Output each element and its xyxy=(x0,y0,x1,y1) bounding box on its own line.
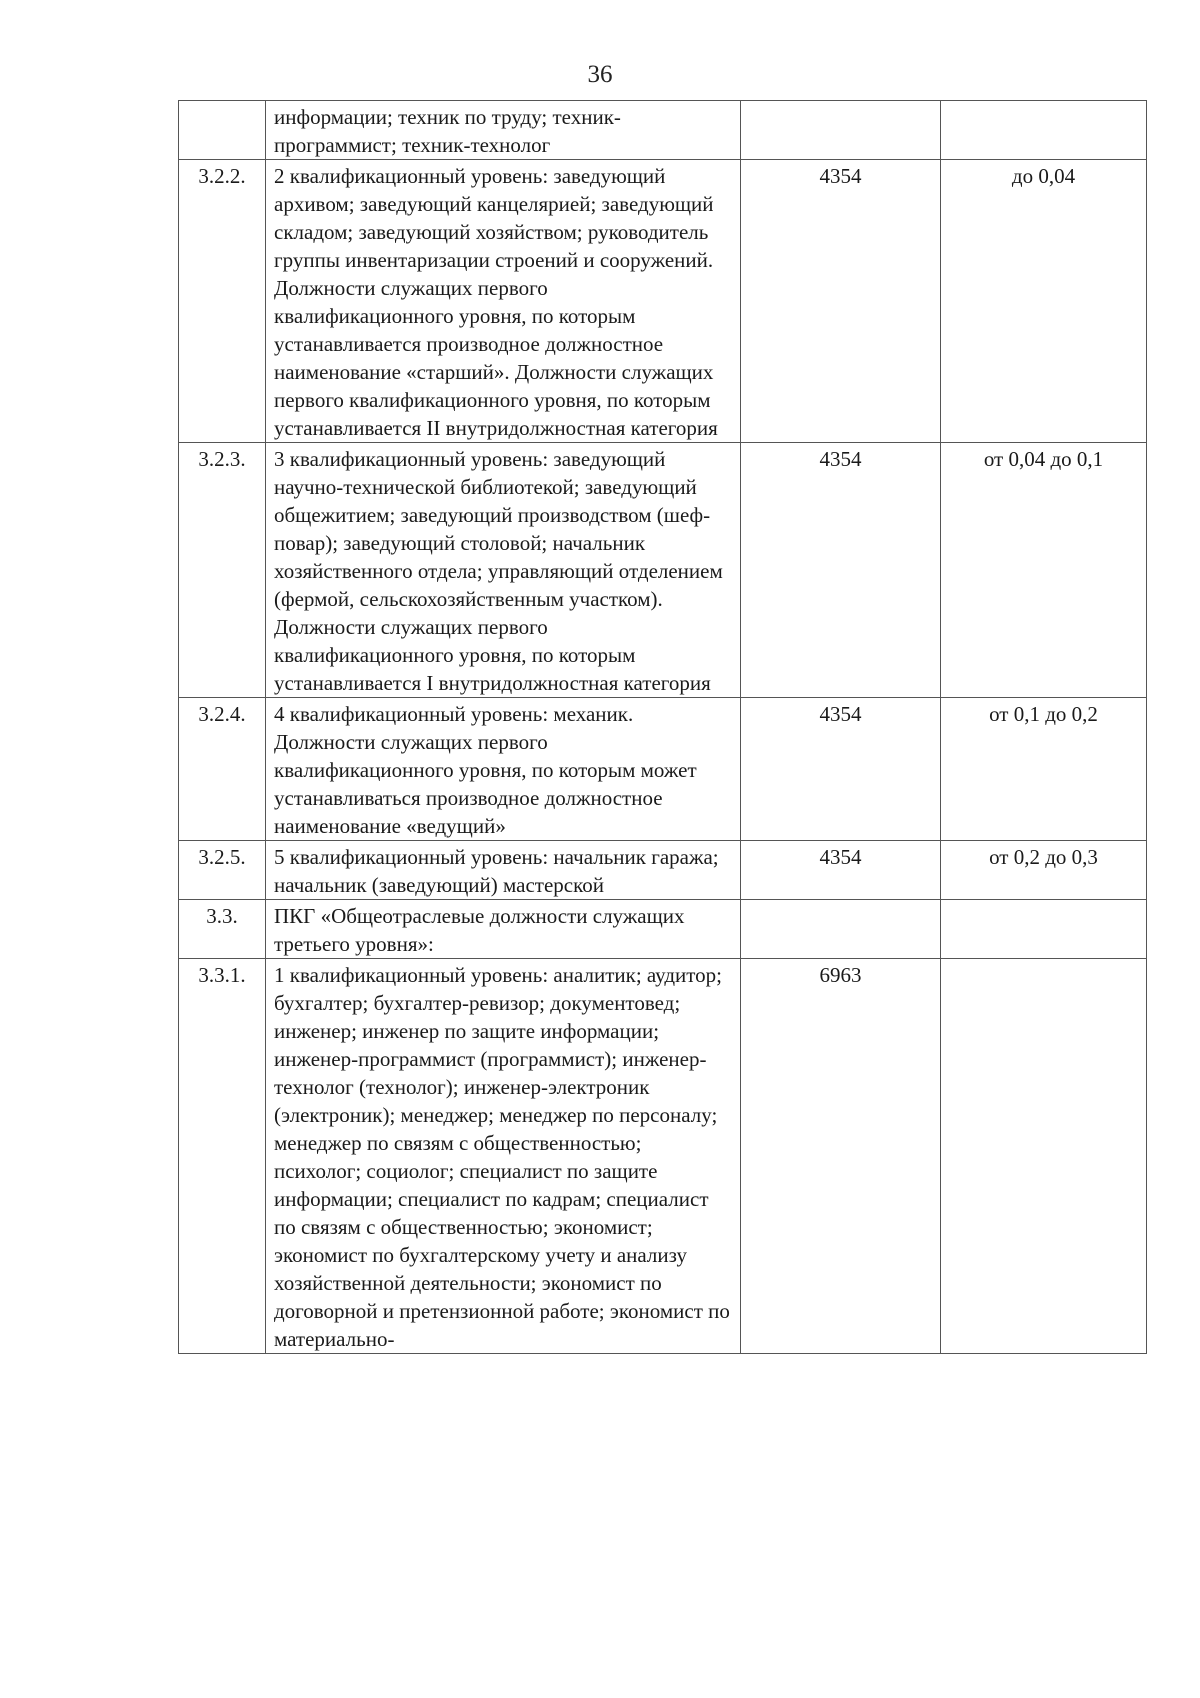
qualification-table xyxy=(178,100,1147,1354)
row-number-cell: 3.3. xyxy=(179,900,266,959)
table-row xyxy=(179,959,1147,1354)
position-description-cell: 4 квалификационный уровень: механик. Должности служащих первого квалификационного уровня, по которым может устанавливаться производное должностное наименование «ведущий» xyxy=(266,698,741,841)
base-salary-cell: 4354 xyxy=(741,443,941,698)
base-salary-cell: 4354 xyxy=(741,841,941,900)
row-number-cell xyxy=(179,101,266,160)
row-number-cell: 3.3.1. xyxy=(179,959,266,1354)
table-row xyxy=(179,698,1147,841)
position-description-cell: 2 квалификационный уровень: заведующий архивом; заведующий канцелярией; заведующий складом; заведующий хозяйством; руководитель группы инвентаризации строений и сооружений. Должности служащих первого квалификационного уровня, по которым устанавливается производное должностное наименование «старший». Должности служащих первого квалификационного уровня, по которым устанавливается II внутридолжностная категория xyxy=(266,160,741,443)
table-row xyxy=(179,160,1147,443)
base-salary-cell: 4354 xyxy=(741,160,941,443)
row-number-cell: 3.2.3. xyxy=(179,443,266,698)
base-salary-cell: 6963 xyxy=(741,959,941,1354)
coefficient-cell: до 0,04 xyxy=(941,160,1147,443)
row-number-cell: 3.2.4. xyxy=(179,698,266,841)
base-salary-cell: 4354 xyxy=(741,698,941,841)
coefficient-cell: от 0,1 до 0,2 xyxy=(941,698,1147,841)
coefficient-cell xyxy=(941,959,1147,1354)
table-row xyxy=(179,900,1147,959)
coefficient-cell: от 0,2 до 0,3 xyxy=(941,841,1147,900)
table-row xyxy=(179,443,1147,698)
base-salary-cell xyxy=(741,101,941,160)
coefficient-cell xyxy=(941,900,1147,959)
base-salary-cell xyxy=(741,900,941,959)
position-description-cell: 1 квалификационный уровень: аналитик; аудитор; бухгалтер; бухгалтер-ревизор; документовед; инженер; инженер по защите информации; инженер-программист (программист); инженер-технолог (технолог); инженер-электроник (электроник); менеджер; менеджер по персоналу; менеджер по связям с общественностью; психолог; социолог; специалист по защите информации; специалист по кадрам; специалист по связям с общественностью; экономист; экономист по бухгалтерскому учету и анализу хозяйственной деятельности; экономист по договорной и претензионной работе; экономист по материально- xyxy=(266,959,741,1354)
coefficient-cell xyxy=(941,101,1147,160)
position-description-cell: информации; техник по труду; техник-программист; техник-технолог xyxy=(266,101,741,160)
coefficient-cell: от 0,04 до 0,1 xyxy=(941,443,1147,698)
table-row xyxy=(179,101,1147,160)
row-number-cell: 3.2.2. xyxy=(179,160,266,443)
position-description-cell: 3 квалификационный уровень: заведующий научно-технической библиотекой; заведующий общежитием; заведующий производством (шеф-повар); заведующий столовой; начальник хозяйственного отдела; управляющий отделением (фермой, сельскохозяйственным участком). Должности служащих первого квалификационного уровня, по которым устанавливается I внутридолжностная категория xyxy=(266,443,741,698)
page-number: 36 xyxy=(587,61,613,88)
row-number-cell: 3.2.5. xyxy=(179,841,266,900)
table-row xyxy=(179,841,1147,900)
position-description-cell: 5 квалификационный уровень: начальник гаража; начальник (заведующий) мастерской xyxy=(266,841,741,900)
position-description-cell: ПКГ «Общеотраслевые должности служащих третьего уровня»: xyxy=(266,900,741,959)
